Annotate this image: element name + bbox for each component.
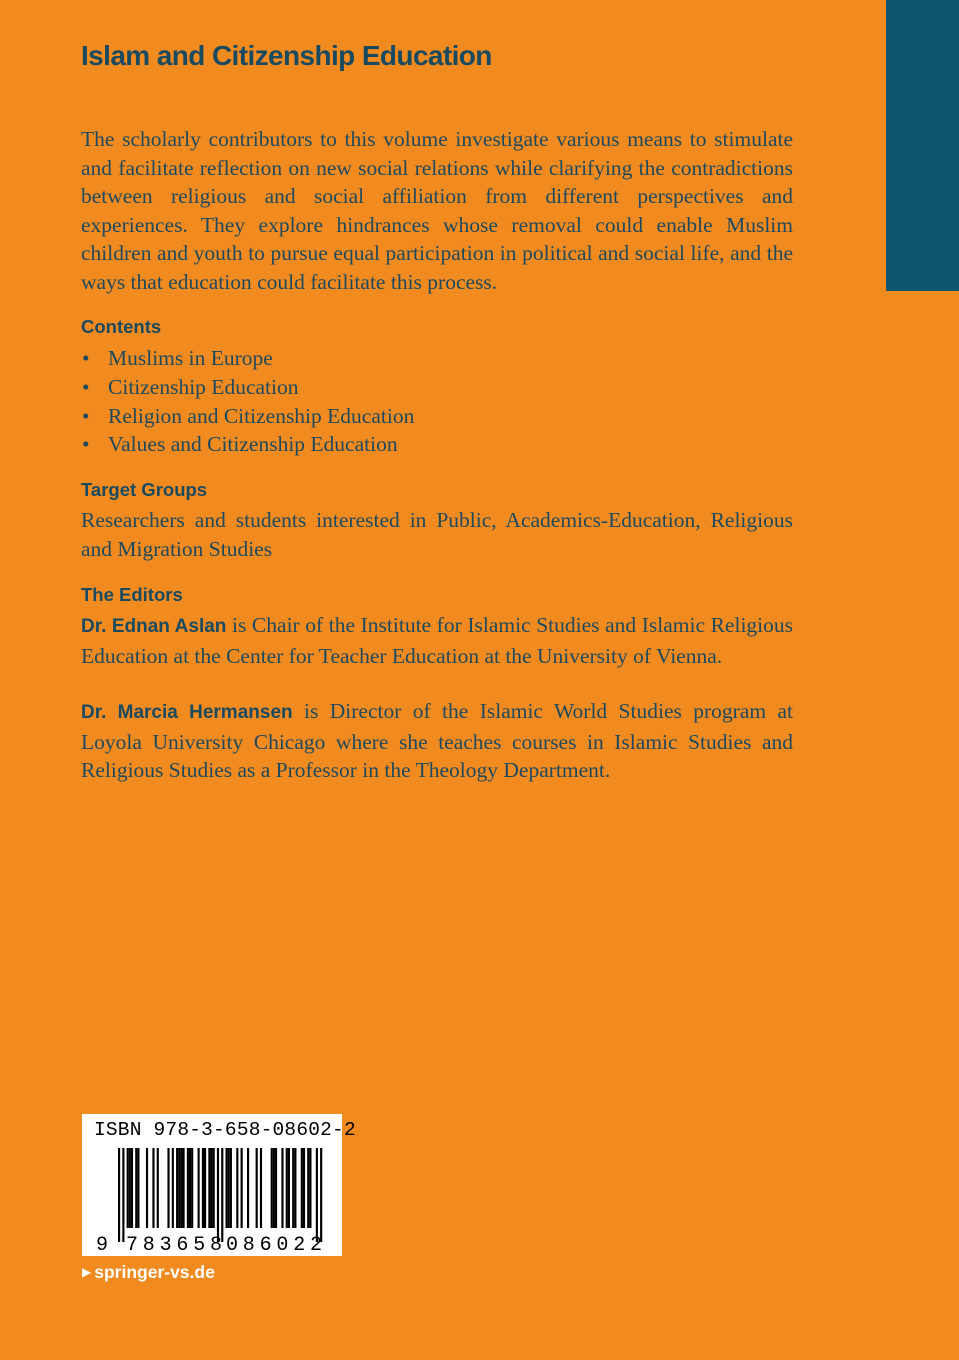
- barcode-bar: [241, 1148, 243, 1228]
- barcode-bar: [281, 1148, 283, 1228]
- book-title: Islam and Citizenship Education: [81, 40, 492, 71]
- bullet-icon: •: [82, 403, 90, 428]
- barcode-icon: [82, 1114, 342, 1256]
- barcode-bar: [183, 1148, 185, 1228]
- editor-bio: is Chair of the Institute for Islamic Studies and Islamic Religious Education at the Center for Teacher Education at the University of Vienna.: [81, 613, 794, 668]
- barcode-bar: [157, 1148, 159, 1228]
- editor-name: Dr. Marcia Hermansen: [81, 702, 293, 723]
- barcode-bar: [271, 1148, 273, 1228]
- publisher-url: springer-vs.de: [94, 1262, 215, 1282]
- barcode-bar: [309, 1148, 311, 1228]
- barcode-bar: [307, 1148, 309, 1228]
- barcode-bar: [320, 1148, 322, 1242]
- barcode-bar: [152, 1148, 154, 1228]
- bullet-icon: •: [82, 432, 90, 457]
- barcode-bar: [256, 1148, 258, 1228]
- barcode-bar: [316, 1148, 318, 1242]
- triangle-right-icon: ▶: [82, 1265, 92, 1279]
- list-item-label: Values and Citizenship Education: [108, 432, 398, 457]
- barcode-bar: [131, 1148, 133, 1228]
- barcode-bar: [180, 1148, 182, 1228]
- barcode-bar: [146, 1148, 148, 1228]
- target-groups-text: Researchers and students interested in Public, Academics-Education, Religious and Migration Studies: [81, 508, 793, 561]
- barcode-bar: [198, 1148, 200, 1228]
- barcode-bar: [135, 1148, 137, 1228]
- barcode-bar: [213, 1148, 215, 1228]
- barcode-bar: [303, 1148, 305, 1228]
- isbn-barcode: [82, 1114, 356, 1256]
- barcode-bar: [230, 1148, 232, 1228]
- barcode-bar: [178, 1148, 180, 1228]
- barcode-bar: [204, 1148, 206, 1228]
- barcode-bar: [294, 1148, 296, 1228]
- contents-heading: Contents: [81, 316, 162, 337]
- list-item: [81, 402, 414, 431]
- bullet-icon: •: [82, 374, 90, 399]
- target-groups-heading: Target Groups: [81, 479, 208, 500]
- barcode-bar: [187, 1148, 189, 1228]
- editor-bio-hermansen: [81, 697, 793, 785]
- barcode-bar: [247, 1148, 249, 1228]
- barcode-bar: [228, 1148, 230, 1228]
- barcode-bar: [260, 1148, 262, 1228]
- ean-left-digits: 783658: [126, 1234, 222, 1256]
- barcode-bar: [118, 1148, 120, 1242]
- editor-bio-aslan: [81, 611, 793, 670]
- list-item: [81, 373, 414, 402]
- barcode-bar: [292, 1148, 294, 1228]
- list-item-label: Citizenship Education: [108, 374, 299, 399]
- contents-list: [81, 344, 414, 459]
- ean-first-digit: 9: [96, 1234, 109, 1256]
- barcode-bar: [208, 1148, 210, 1228]
- list-item-label: Muslims in Europe: [108, 346, 273, 370]
- barcode-bar: [127, 1148, 129, 1228]
- spine-color-band: [886, 0, 959, 291]
- isbn-label: ISBN 978-3-658-08602-2: [94, 1119, 356, 1141]
- barcode-bar: [275, 1148, 277, 1228]
- barcode-bar: [286, 1148, 288, 1228]
- list-item: [81, 430, 414, 459]
- barcode-bar: [172, 1148, 174, 1228]
- editor-name: Dr. Ednan Aslan: [81, 616, 227, 637]
- barcode-bar: [202, 1148, 204, 1228]
- barcode-bar: [210, 1148, 212, 1228]
- list-item: [81, 344, 414, 373]
- barcode-bar: [129, 1148, 131, 1228]
- book-description: The scholarly contributors to this volume investigate various means to stimulate and facilitate reflection on new social relations while clarifying the contradictions between religious and social affiliation from different perspectives and experiences. They explore hindrances whose removal could enable Muslim children and youth to pursue equal participation in political and social life, and the ways that education could facilitate this process.: [81, 127, 793, 294]
- publisher-link[interactable]: [82, 1262, 215, 1283]
- barcode-bar: [226, 1148, 228, 1228]
- barcode-bar: [137, 1148, 139, 1228]
- barcode-bar: [122, 1148, 124, 1242]
- bullet-icon: •: [82, 346, 90, 370]
- editor-bio: is Director of the Islamic World Studies program at Loyola University Chicago where she teaches courses in Islamic Studies and Religious Studies as a Professor in the Theology Department.: [81, 699, 793, 783]
- barcode-bar: [167, 1148, 169, 1228]
- list-item-label: Religion and Citizenship Education: [108, 403, 415, 428]
- barcode-bar: [236, 1148, 238, 1228]
- barcode-bar: [301, 1148, 303, 1228]
- ean-right-digits: 086022: [226, 1234, 322, 1256]
- barcode-bars: [118, 1148, 322, 1242]
- barcode-bar: [217, 1148, 219, 1242]
- barcode-bar: [191, 1148, 193, 1228]
- barcode-bar: [189, 1148, 191, 1228]
- barcode-bar: [273, 1148, 275, 1228]
- barcode-bar: [288, 1148, 290, 1228]
- barcode-bar: [176, 1148, 178, 1228]
- barcode-bar: [221, 1148, 223, 1242]
- editors-heading: The Editors: [81, 584, 183, 605]
